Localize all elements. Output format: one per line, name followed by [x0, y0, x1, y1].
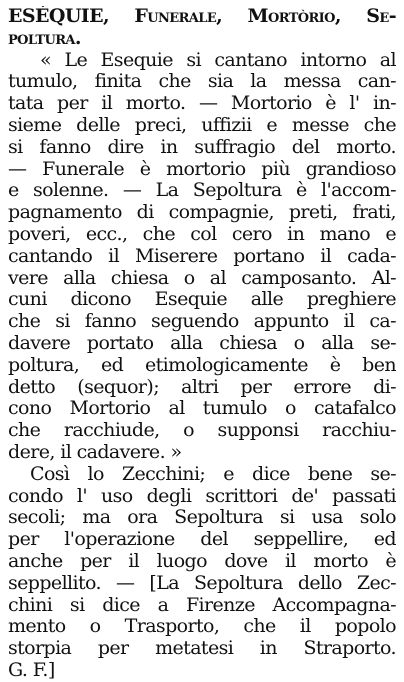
text-line: storpia per metatesi in Straporto. — [8, 638, 396, 660]
text-line: mento o Trasporto, che il popolo — [8, 616, 396, 638]
text-line: sieme delle preci, uffizii e messe che — [8, 114, 396, 136]
text-line: cuni dicono Esequie alle preghiere — [8, 289, 396, 311]
text-line: — Funerale è mortorio più grandioso — [8, 158, 396, 180]
text-line: « Le Esequie si cantano intorno al — [40, 49, 396, 71]
text-line: cono Mortorio al tumulo o catafalco — [8, 398, 396, 420]
text-line: tata per il morto. — Mortorio è l' in- — [8, 93, 396, 115]
text-line: G. F.] — [8, 659, 55, 681]
text-line: pagnamento di compagnie, preti, frati, — [8, 202, 396, 224]
heading-line: poltura. — [8, 27, 81, 49]
text-line: vere alla chiesa o al camposanto. Al- — [8, 267, 396, 289]
text-line: davere portato alla chiesa o alla se- — [8, 332, 396, 354]
commentary-paragraph — [8, 464, 396, 682]
text-line: dere, il cadavere. » — [8, 441, 182, 463]
text-line: tumulo, finita che sia la messa can- — [8, 71, 396, 93]
text-line: Così lo Zecchini; e dice bene se- — [30, 463, 396, 485]
text-line: seppellito. — [La Sepoltura dello Zec- — [8, 572, 396, 594]
quotation-paragraph — [8, 50, 396, 464]
text-line: anche per il luogo dove il morto è — [8, 550, 396, 572]
text-line: cantando il Miserere portano il cada- — [8, 245, 396, 267]
text-line: si fanno dire in suffragio del morto. — [8, 136, 396, 158]
text-line: che si fanno seguendo appunto il ca- — [8, 311, 396, 333]
text-line: poltura, ed etimologicamente è ben — [8, 354, 396, 376]
text-line: poveri, ecc., che col cero in mano e — [8, 223, 396, 245]
heading-line: ESÈQUIE, Funerale, Mortòrio, Se- — [8, 6, 396, 27]
text-line: per l'operazione del seppellire, ed — [8, 529, 396, 551]
text-line: detto (sequor); altri per errore di- — [8, 376, 396, 398]
entry-heading — [8, 6, 396, 50]
text-line: secoli; ma ora Sepoltura si usa solo — [8, 507, 396, 529]
text-line: che racchiude, o supponsi racchiu- — [8, 420, 396, 442]
text-line: e solenne. — La Sepoltura è l'accom- — [8, 180, 396, 202]
text-line: chini si dice a Firenze Accompagna- — [8, 594, 396, 616]
text-line: condo l' uso degli scrittori de' passati — [8, 485, 396, 507]
